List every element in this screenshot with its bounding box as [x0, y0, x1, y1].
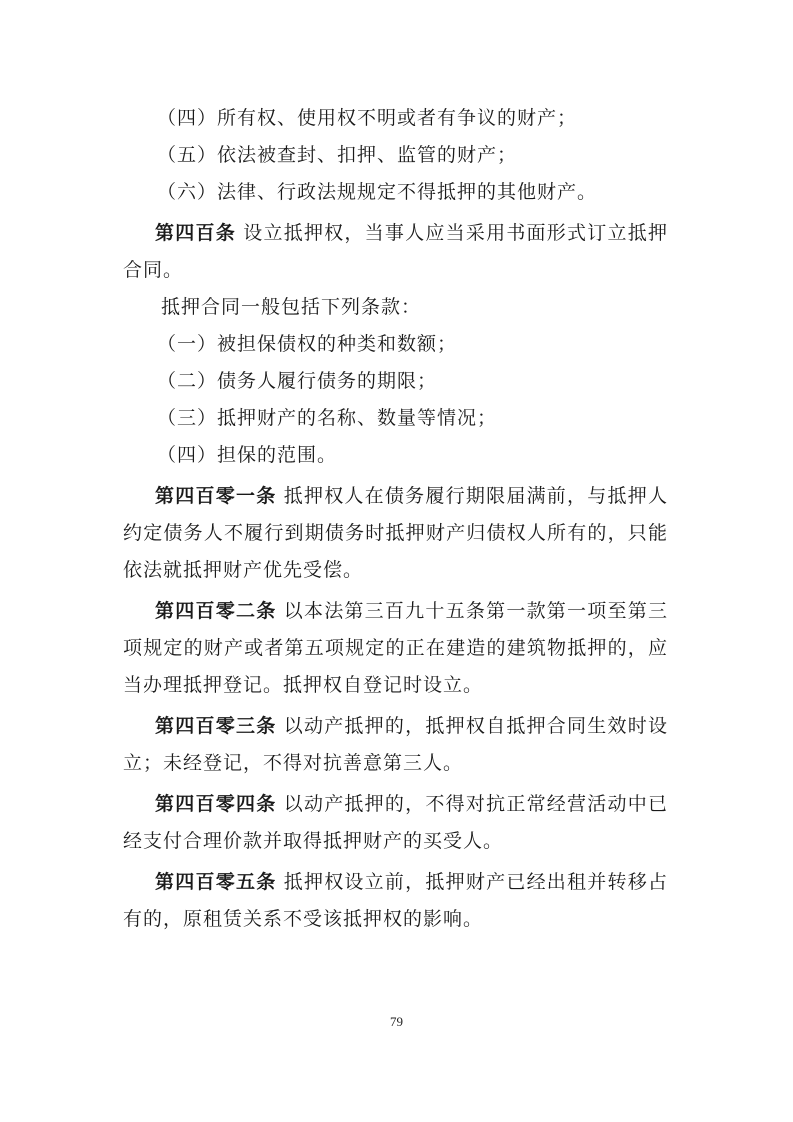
article-400: [123, 215, 668, 289]
article-text: 以动产抵押的，抵押权自抵押合同生效时设立；未经登记，不得对抗善意第三人。: [123, 715, 668, 774]
article-text: 设立抵押权，当事人应当采用书面形式订立抵押合同。: [123, 222, 668, 281]
article-title: 第四百条: [155, 222, 236, 244]
article-title: 第四百零二条: [155, 600, 277, 622]
list-item: （六）法律、行政法规规定不得抵押的其他财产。: [157, 181, 598, 203]
article-title: 第四百零四条: [155, 793, 277, 815]
article-text: 以动产抵押的，不得对抗正常经营活动中已经支付合理价款并取得抵押财产的买受人。: [123, 793, 668, 852]
article-403: [123, 708, 668, 782]
article-title: 第四百零五条: [155, 871, 277, 893]
article-title: 第四百零三条: [155, 715, 277, 737]
article-text: 抵押权人在债务履行期限届满前，与抵押人约定债务人不履行到期债务时抵押财产归债权人所有的，只能依法就抵押财产优先受偿。: [123, 485, 668, 581]
page-content: [123, 100, 668, 938]
list-item: （二）债务人履行债务的期限；: [157, 370, 438, 392]
article-405: [123, 864, 668, 938]
article-text: 抵押权设立前，抵押财产已经出租并转移占有的，原租赁关系不受该抵押权的影响。: [123, 871, 668, 930]
page-number: 79: [390, 1014, 403, 1029]
list-item: （一）被担保债权的种类和数额；: [157, 333, 458, 355]
article-401: [123, 478, 668, 589]
list-item: （五）依法被查封、扣押、监管的财产；: [157, 144, 518, 166]
article-402: [123, 593, 668, 704]
list-item: （四）所有权、使用权不明或者有争议的财产；: [157, 107, 578, 129]
list-item: （四）担保的范围。: [157, 444, 338, 466]
contract-intro: 抵押合同一般包括下列条款：: [161, 296, 422, 318]
list-item: （三）抵押财产的名称、数量等情况；: [157, 407, 498, 429]
article-text: 以本法第三百九十五条第一款第一项至第三项规定的财产或者第五项规定的正在建造的建筑物抵押的，应当办理抵押登记。抵押权自登记时设立。: [123, 600, 668, 696]
article-404: [123, 786, 668, 860]
article-title: 第四百零一条: [155, 485, 277, 507]
